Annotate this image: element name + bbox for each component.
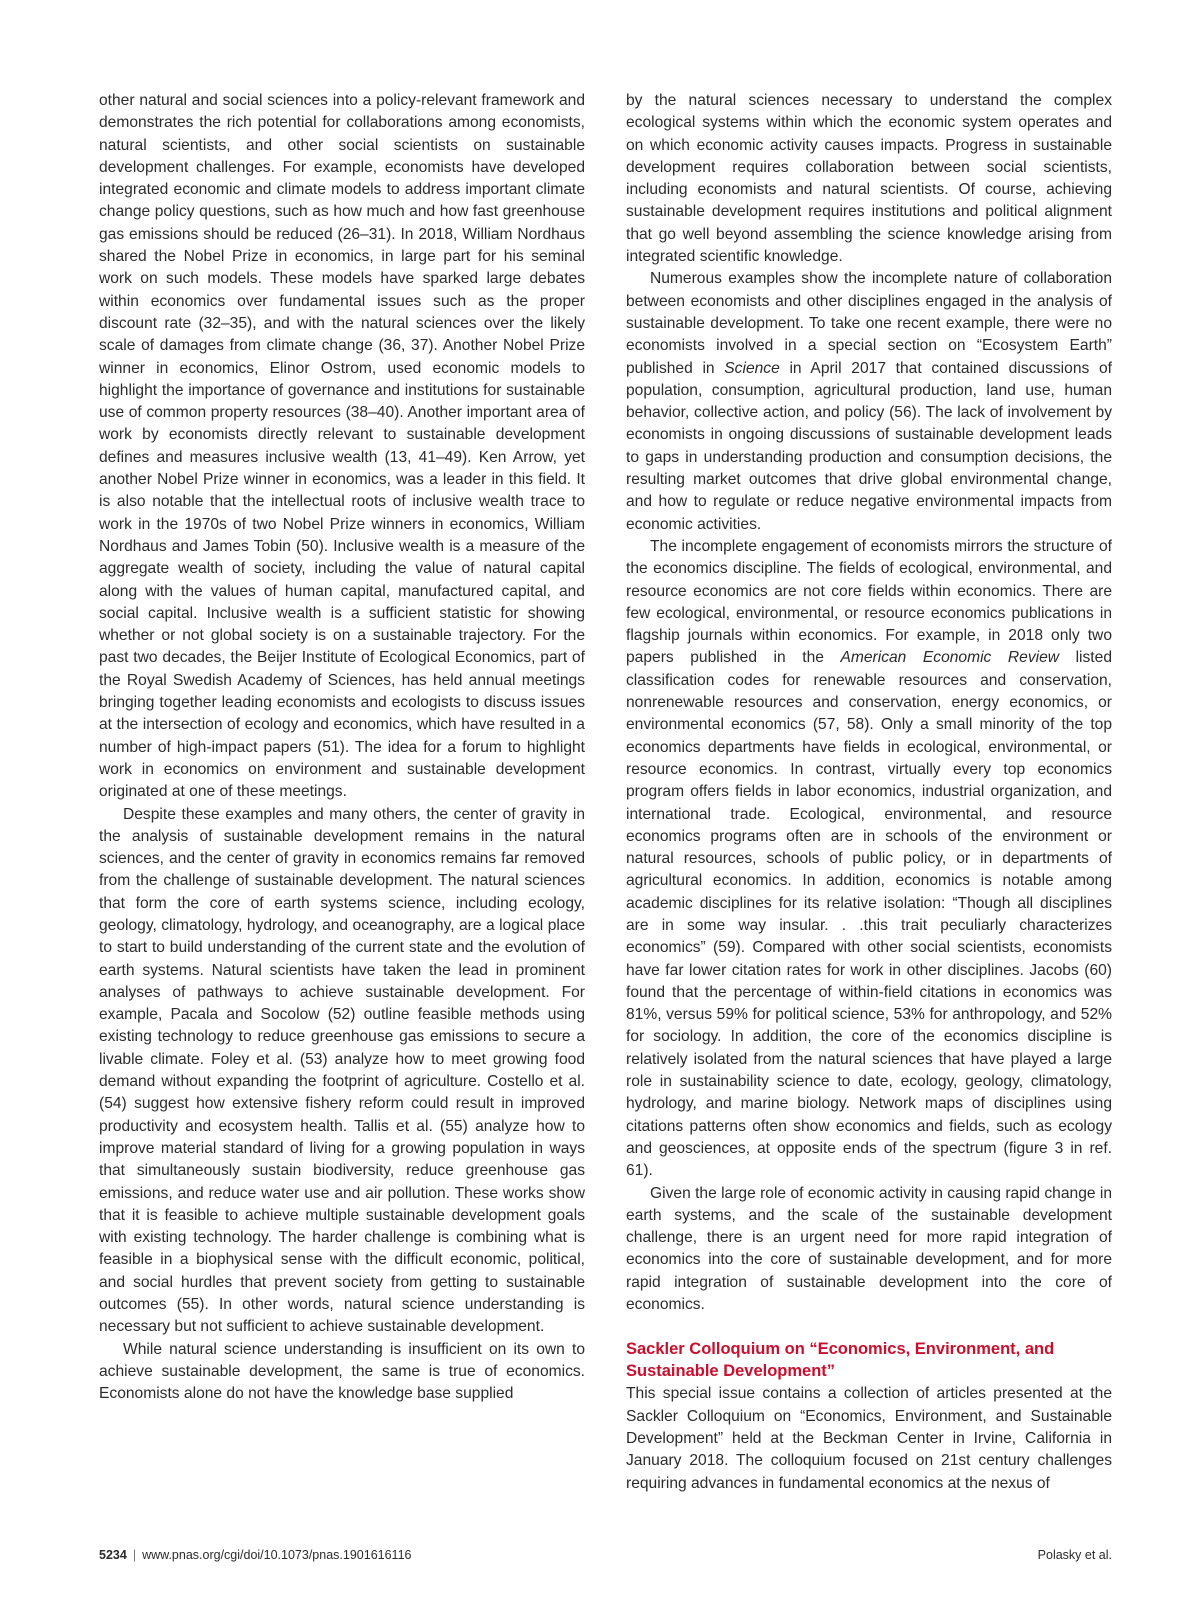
journal-name-aer: American Economic Review [840, 649, 1060, 667]
footer-separator: | [132, 1548, 137, 1562]
right-paragraph-2 [626, 268, 1112, 536]
right-paragraph-5: This special issue contains a collection of articles presented at the Sackler Colloquium on “Economics, Environment, and Sustainable Development” held at the Beckman Center in Irvine, California in January 2018. The colloquium focused on 21st century challenges requiring advances in fundamental economics at the nexus of [626, 1385, 1112, 1492]
left-paragraph-3: While natural science understanding is insufficient on its own to achieve sustainable development, the same is true of economics. Economists alone do not have the knowledge base supplied [99, 1340, 585, 1403]
right-paragraph-1: by the natural sciences necessary to understand the complex ecological systems within which the economic system operates and on which economic activity causes impacts. Progress in sustainable development requires collaboration between social scientists, including economists and natural scientists. Of course, achieving sustainable development requires institutions and political alignment that go well beyond assembling the science knowledge arising from integrated scientific knowledge. [626, 92, 1112, 266]
left-column [99, 90, 585, 1406]
section-heading: Sackler Colloquium on “Economics, Environment, and Sustainable Development” [626, 1340, 1055, 1381]
page-footer [99, 1548, 1112, 1562]
paragraph-text: in April 2017 that contained discussions of population, consumption, agricultural production, land use, human behavior, collective action, and policy (56). The lack of involvement by economists in ongoing discussions of sustainable development leads to gaps in understanding production and consumption decisions, the resulting market outcomes that drive global environmental change, and how to regulate or reduce negative environmental impacts from economic activities. [626, 359, 1112, 533]
paragraph-text: Numerous examples show the incomplete nature of collaboration between economists and other disciplines engaged in the analysis of sustainable development. To take one recent example, there were no economists involved in a special section on “Ecosystem Earth” published in [626, 270, 1112, 377]
paragraph-text: listed classification codes for renewable resources and conservation, nonrenewable resources and conservation, energy economics, or environmental economics (57, 58). Only a small minority of the top economics departments have fields in ecological, environmental, or resource economics. In contrast, virtually every top economics program offers fields in labor economics, industrial organization, and international trade. Ecological, environmental, and resource economics programs often are in schools of the environment or natural resources, schools of public policy, or in departments of agricultural economics. In addition, economics is notable among academic disciplines for its relative isolation: “Though all disciplines are in some way insular. . .this trait peculiarly characterizes economics” (59). Compared with other social scientists, economists have far lower citation rates for work in other disciplines. Jacobs (60) found that the percentage of within-field citations in economics was 81%, versus 59% for political science, 53% for anthropology, and 52% for sociology. In addition, the core of the economics discipline is relatively isolated from the natural sciences that have played a large role in sustainability science to date, ecology, geology, climatology, hydrology, and marine biology. Network maps of disciplines using citations patterns often show economics and fields, such as ecology and geosciences, at opposite ends of the spectrum (figure 3 in ref. 61). [626, 649, 1112, 1180]
page-number: 5234 [99, 1548, 127, 1562]
journal-name-science: Science [724, 359, 780, 377]
left-paragraph-1: other natural and social sciences into a policy-relevant framework and demonstrates the rich potential for collaborations among economists, natural scientists, and other social scientists on sustainable development challenges. For example, economists have developed integrated economic and climate models to address important climate change policy questions, such as how much and how fast greenhouse gas emissions should be reduced (26–31). In 2018, William Nordhaus shared the Nobel Prize in economics, in large part for his seminal work on such models. These models have sparked large debates within economics over fundamental issues such as the proper discount rate (32–35), and with the natural sciences over the likely scale of damages from climate change (36, 37). Another Nobel Prize winner in economics, Elinor Ostrom, used economic models to highlight the importance of governance and institutions for sustainable use of common property resources (38–40). Another important area of work by economists directly relevant to sustainable development defines and measures inclusive wealth (13, 41–49). Ken Arrow, yet another Nobel Prize winner in economics, was a leader in this field. It is also notable that the intellectual roots of inclusive wealth trace to work in the 1970s of two Nobel Prize winners in economics, William Nordhaus and James Tobin (50). Inclusive wealth is a measure of the aggregate wealth of society, including the value of natural capital along with the values of human capital, manufactured capital, and social capital. Inclusive wealth is a sufficient statistic for showing whether or not global society is on a sustainable trajectory. For the past two decades, the Beijer Institute of Ecological Economics, part of the Royal Swedish Academy of Sciences, has held annual meetings bringing together leading economists and ecologists to discuss issues at the intersection of ecology and economics, which have resulted in a number of high-impact papers (51). The idea for a forum to highlight work in economics on environment and sustainable development originated at one of these meetings. [99, 92, 585, 801]
footer-authors: Polasky et al. [1037, 1548, 1112, 1562]
paragraph-text: The incomplete engagement of economists mirrors the structure of the economics discipline. The fields of ecological, environmental, and resource economics are not core fields within economics. There are few ecological, environmental, or resource economics publications in flagship journals within economics. For example, in 2018 only two papers published in the [626, 537, 1112, 667]
right-paragraph-3 [626, 536, 1112, 1183]
right-paragraph-4: Given the large role of economic activity in causing rapid change in earth systems, and the scale of the sustainable development challenge, there is an urgent need for more rapid integration of economics into the core of sustainable development, and for more rapid integration of sustainable development into the core of economics. [626, 1184, 1113, 1314]
doi-link[interactable]: www.pnas.org/cgi/doi/10.1073/pnas.1901616116 [142, 1548, 412, 1562]
left-paragraph-2: Despite these examples and many others, the center of gravity in the analysis of sustainable development remains in the natural sciences, and the center of gravity in economics remains far removed from the challenge of sustainable development. The natural sciences that form the core of earth systems science, including ecology, geology, climatology, hydrology, and oceanography, are a logical place to start to build understanding of the current state and the evolution of earth systems. Natural scientists have taken the lead in prominent analyses of pathways to achieve sustainable development. For example, Pacala and Socolow (52) outline feasible methods using existing technology to reduce greenhouse gas emissions to secure a livable climate. Foley et al. (53) analyze how to meet growing food demand without expanding the footprint of agriculture. Costello et al. (54) suggest how extensive fishery reform could result in improved productivity and ecosystem health. Tallis et al. (55) analyze how to improve material standard of living for a growing population in ways that simultaneously sustain biodiversity, reduce greenhouse gas emissions, and reduce water use and air pollution. These works show that it is feasible to achieve multiple sustainable development goals with existing technology. The harder challenge is combining what is feasible in a biophysical sense with the difficult economic, political, and social hurdles that prevent society from getting to sustainable outcomes (55). In other words, natural science understanding is necessary but not sufficient to achieve sustainable development. [99, 805, 585, 1336]
right-column [626, 90, 1112, 1495]
